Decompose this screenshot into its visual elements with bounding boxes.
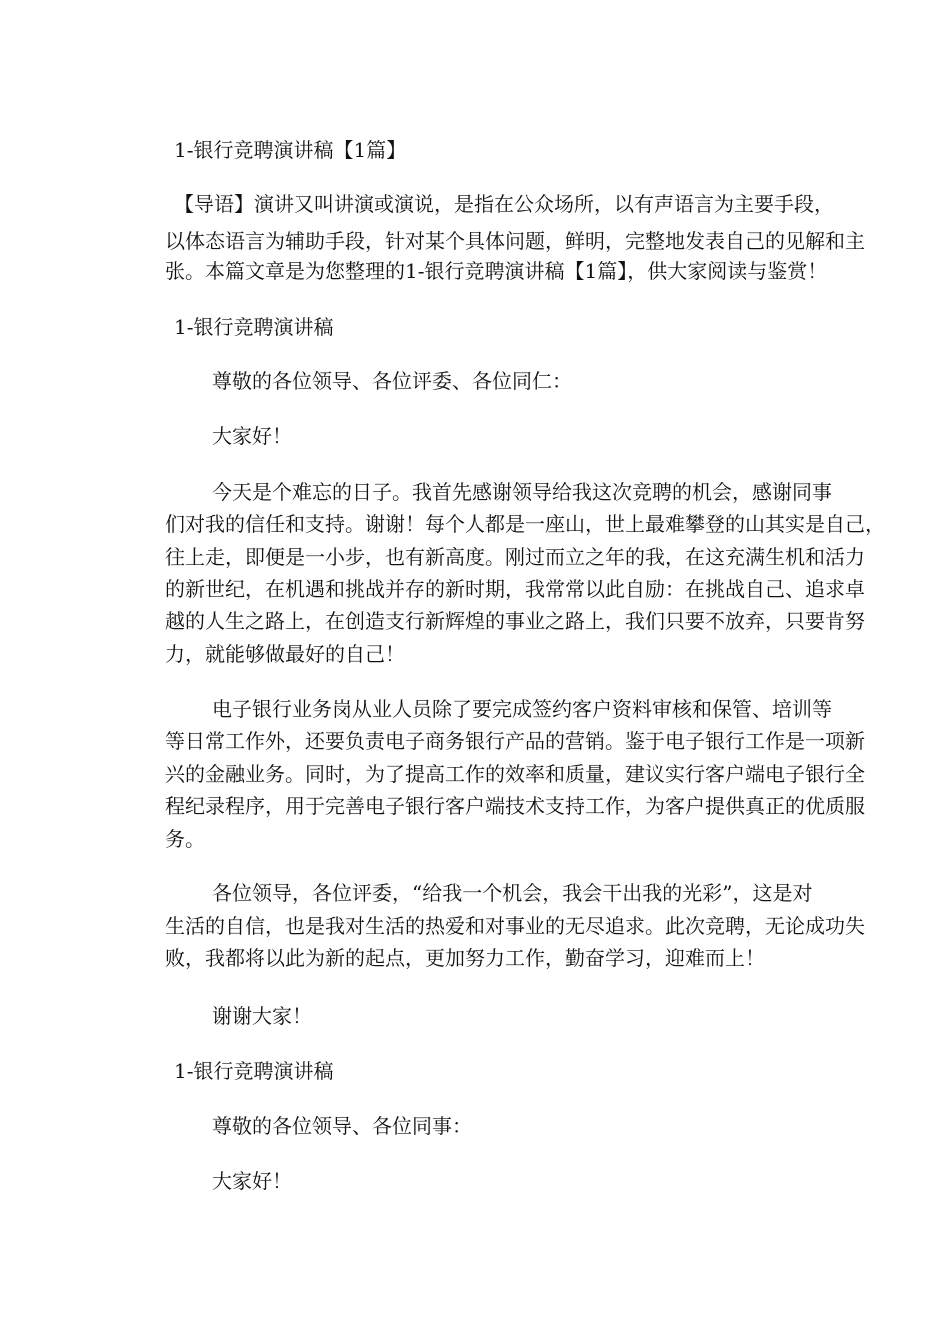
intro-line: 以体态语言为辅助手段，针对某个具体问题，鲜明，完整地发表自己的见解和主 (165, 229, 865, 253)
paragraph-line: 今天是个难忘的日子。我首先感谢领导给我这次竞聘的机会，感谢同事 (212, 480, 832, 504)
speech-greeting: 大家好！ (212, 424, 292, 448)
speech-heading: 1-银行竞聘演讲稿 (174, 315, 334, 339)
intro-line: 【导语】演讲又叫讲演或演说，是指在公众场所，以有声语言为主要手段， (174, 192, 834, 216)
speech-address: 尊敬的各位领导、各位同事： (212, 1114, 472, 1138)
paragraph-line: 兴的金融业务。同时，为了提高工作的效率和质量，建议实行客户端电子银行全 (165, 762, 865, 786)
paragraph-line: 等日常工作外，还要负责电子商务银行产品的营销。鉴于电子银行工作是一项新 (165, 729, 865, 753)
paragraph-line: 们对我的信任和支持。谢谢！每个人都是一座山，世上最难攀登的山其实是自己， (165, 512, 885, 536)
paragraph-line: 生活的自信，也是我对生活的热爱和对事业的无尽追求。此次竞聘，无论成功失 (165, 914, 865, 938)
paragraph-line: 往上走，即便是一小步，也有新高度。刚过而立之年的我，在这充满生机和活力 (165, 545, 865, 569)
intro-line: 张。本篇文章是为您整理的1-银行竞聘演讲稿【1篇】，供大家阅读与鉴赏！ (165, 259, 828, 283)
speech-closing: 谢谢大家！ (212, 1004, 312, 1028)
paragraph-line: 务。 (165, 827, 205, 851)
speech-heading: 1-银行竞聘演讲稿 (174, 1059, 334, 1083)
speech-address: 尊敬的各位领导、各位评委、各位同仁： (212, 369, 572, 393)
speech-greeting: 大家好！ (212, 1169, 292, 1193)
paragraph-line: 力，就能够做最好的自己！ (165, 642, 405, 666)
paragraph-line: 败，我都将以此为新的起点，更加努力工作，勤奋学习，迎难而上！ (165, 946, 765, 970)
document-title: 1-银行竞聘演讲稿【1篇】 (174, 138, 407, 162)
paragraph-line: 电子银行业务岗从业人员除了要完成签约客户资料审核和保管、培训等 (212, 697, 832, 721)
paragraph-line: 越的人生之路上，在创造支行新辉煌的事业之路上，我们只要不放弃，只要肯努 (165, 609, 865, 633)
paragraph-line: 程纪录程序，用于完善电子银行客户端技术支持工作，为客户提供真正的优质服 (165, 794, 865, 818)
paragraph-line: 的新世纪，在机遇和挑战并存的新时期，我常常以此自励：在挑战自己、追求卓 (165, 577, 865, 601)
paragraph-line: 各位领导，各位评委，“给我一个机会，我会干出我的光彩”，这是对 (212, 881, 813, 905)
